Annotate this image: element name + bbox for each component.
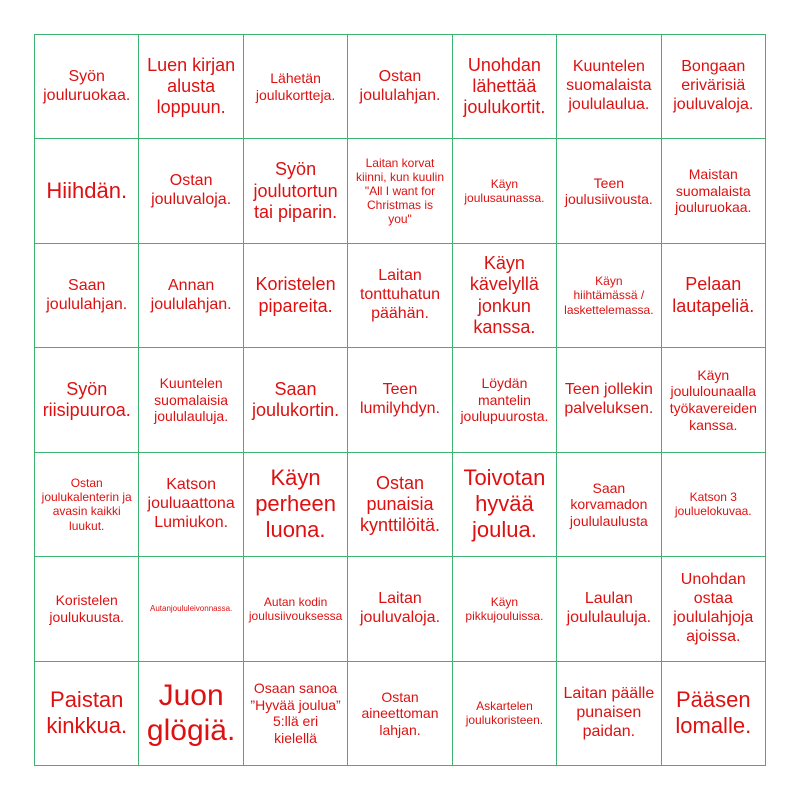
bingo-cell bbox=[244, 453, 348, 557]
cell-text: Laulan joululauluja. bbox=[566, 589, 652, 626]
bingo-cell bbox=[35, 348, 139, 452]
cell-text: Laitan päälle punaisen paidan. bbox=[563, 684, 655, 740]
cell-text: Autanjoululeivonnassa. bbox=[149, 604, 233, 614]
cell-text: Ostan punaisia kynttilöitä. bbox=[359, 472, 441, 536]
bingo-cell bbox=[35, 662, 139, 766]
cell-text: Hiihdän. bbox=[46, 178, 128, 204]
bingo-grid bbox=[34, 34, 766, 766]
bingo-cell bbox=[662, 453, 766, 557]
bingo-cell bbox=[35, 139, 139, 243]
bingo-cell bbox=[139, 35, 243, 139]
bingo-cell bbox=[453, 662, 557, 766]
bingo-cell bbox=[453, 348, 557, 452]
cell-text: Luen kirjan alusta loppuun. bbox=[147, 54, 236, 118]
bingo-cell bbox=[453, 139, 557, 243]
cell-text: Ostan joulukalenterin ja avasin kaikki luukut. bbox=[41, 476, 132, 533]
bingo-cell bbox=[453, 244, 557, 348]
cell-text: Paistan kinkkua. bbox=[46, 687, 128, 739]
cell-text: Käyn perheen luona. bbox=[255, 465, 336, 543]
cell-text: Löydän mantelin joulupuurosta. bbox=[460, 375, 549, 425]
cell-text: Kuuntelen suomalaisia joululauluja. bbox=[154, 375, 229, 425]
bingo-cell bbox=[244, 35, 348, 139]
cell-text: Käyn pikkujouluissa. bbox=[465, 594, 544, 623]
bingo-cell bbox=[35, 557, 139, 661]
bingo-cell bbox=[244, 557, 348, 661]
bingo-cell bbox=[348, 139, 452, 243]
bingo-cell bbox=[244, 244, 348, 348]
bingo-cell bbox=[662, 557, 766, 661]
bingo-cell bbox=[348, 348, 452, 452]
bingo-cell bbox=[557, 453, 661, 557]
cell-text: Koristelen pipareita. bbox=[255, 274, 336, 316]
cell-text: Kuuntelen suomalaista joululaulua. bbox=[566, 58, 652, 114]
cell-text: Ostan aineettoman lahjan. bbox=[361, 688, 439, 738]
bingo-cell bbox=[348, 453, 452, 557]
bingo-cell bbox=[139, 662, 243, 766]
cell-text: Saan joululahjan. bbox=[46, 276, 128, 313]
cell-text: Pelaan lautapeliä. bbox=[672, 274, 755, 316]
bingo-cell bbox=[662, 348, 766, 452]
bingo-cell bbox=[244, 348, 348, 452]
cell-text: Syön riisipuuroa. bbox=[42, 378, 131, 420]
cell-text: Maistan suomalaista jouluruokaa. bbox=[675, 166, 752, 216]
cell-text: Teen lumilyhdyn. bbox=[359, 381, 440, 417]
bingo-cell bbox=[139, 348, 243, 452]
bingo-cell bbox=[348, 244, 452, 348]
bingo-cell bbox=[557, 662, 661, 766]
bingo-cell bbox=[557, 35, 661, 139]
bingo-cell bbox=[557, 557, 661, 661]
bingo-cell bbox=[557, 139, 661, 243]
bingo-cell bbox=[348, 557, 452, 661]
cell-text: Osaan sanoa ”Hyvää joulua” 5:llä eri kielellä bbox=[250, 680, 341, 746]
bingo-cell bbox=[557, 348, 661, 452]
bingo-cell bbox=[139, 453, 243, 557]
cell-text: Laitan jouluvaloja. bbox=[359, 589, 441, 626]
cell-text: Syön jouluruokaa. bbox=[43, 67, 131, 104]
cell-text: Käyn joululounaalla työkavereiden kanssa. bbox=[669, 366, 757, 433]
bingo-cell bbox=[348, 662, 452, 766]
bingo-cell bbox=[662, 244, 766, 348]
bingo-cell bbox=[662, 139, 766, 243]
bingo-cell bbox=[35, 453, 139, 557]
bingo-cell bbox=[557, 244, 661, 348]
cell-text: Toivotan hyvää joulua. bbox=[463, 465, 546, 543]
cell-text: Saan joulukortin. bbox=[252, 378, 340, 420]
cell-text: Pääsen lomalle. bbox=[675, 687, 752, 739]
cell-text: Unohdan ostaa joululahjoja ajoissa. bbox=[673, 571, 754, 645]
cell-text: Saan korvamadon joululaulusta bbox=[569, 479, 648, 529]
bingo-cell bbox=[35, 35, 139, 139]
cell-text: Koristelen joulukuusta. bbox=[49, 592, 125, 625]
cell-text: Katson 3 jouluelokuvaa. bbox=[674, 490, 752, 519]
cell-text: Käyn joulusaunassa. bbox=[464, 176, 545, 206]
bingo-cell bbox=[139, 244, 243, 348]
cell-text: Laitan korvat kiinni, kun kuulin "All I want for Christmas is you" bbox=[355, 155, 445, 227]
cell-text: Juon glögiä. bbox=[146, 678, 236, 748]
cell-text: Lähetän joulukortteja. bbox=[255, 70, 336, 103]
cell-text: Unohdan lähettää joulukortit. bbox=[463, 54, 546, 118]
bingo-cell bbox=[35, 244, 139, 348]
bingo-cell bbox=[244, 139, 348, 243]
cell-text: Laitan tonttuhatun päähän. bbox=[359, 267, 441, 322]
cell-text: Katson jouluaattona Lumiukon. bbox=[147, 476, 235, 531]
bingo-cell bbox=[139, 557, 243, 661]
cell-text: Käyn hiihtämässä / laskettelemassa. bbox=[564, 274, 654, 317]
cell-text: Teen jollekin palveluksen. bbox=[564, 381, 654, 417]
bingo-cell bbox=[139, 139, 243, 243]
cell-text: Syön joulutortun tai piparin. bbox=[253, 159, 338, 222]
cell-text: Annan joululahjan. bbox=[150, 276, 232, 313]
bingo-cell bbox=[453, 453, 557, 557]
cell-text: Askartelen joulukoristeen. bbox=[465, 699, 544, 728]
cell-text: Ostan jouluvaloja. bbox=[151, 172, 232, 209]
bingo-cell bbox=[453, 35, 557, 139]
cell-text: Ostan joululahjan. bbox=[359, 67, 441, 104]
cell-text: Käyn kävelyllä jonkun kanssa. bbox=[469, 253, 539, 337]
cell-text: Bongaan erivärisiä jouluvaloja. bbox=[673, 58, 754, 114]
bingo-cell bbox=[453, 557, 557, 661]
bingo-cell bbox=[348, 35, 452, 139]
cell-text: Autan kodin joulusiivouksessa bbox=[248, 594, 343, 623]
bingo-cell bbox=[244, 662, 348, 766]
bingo-cell bbox=[662, 662, 766, 766]
bingo-cell bbox=[662, 35, 766, 139]
cell-text: Teen joulusiivousta. bbox=[564, 174, 653, 208]
